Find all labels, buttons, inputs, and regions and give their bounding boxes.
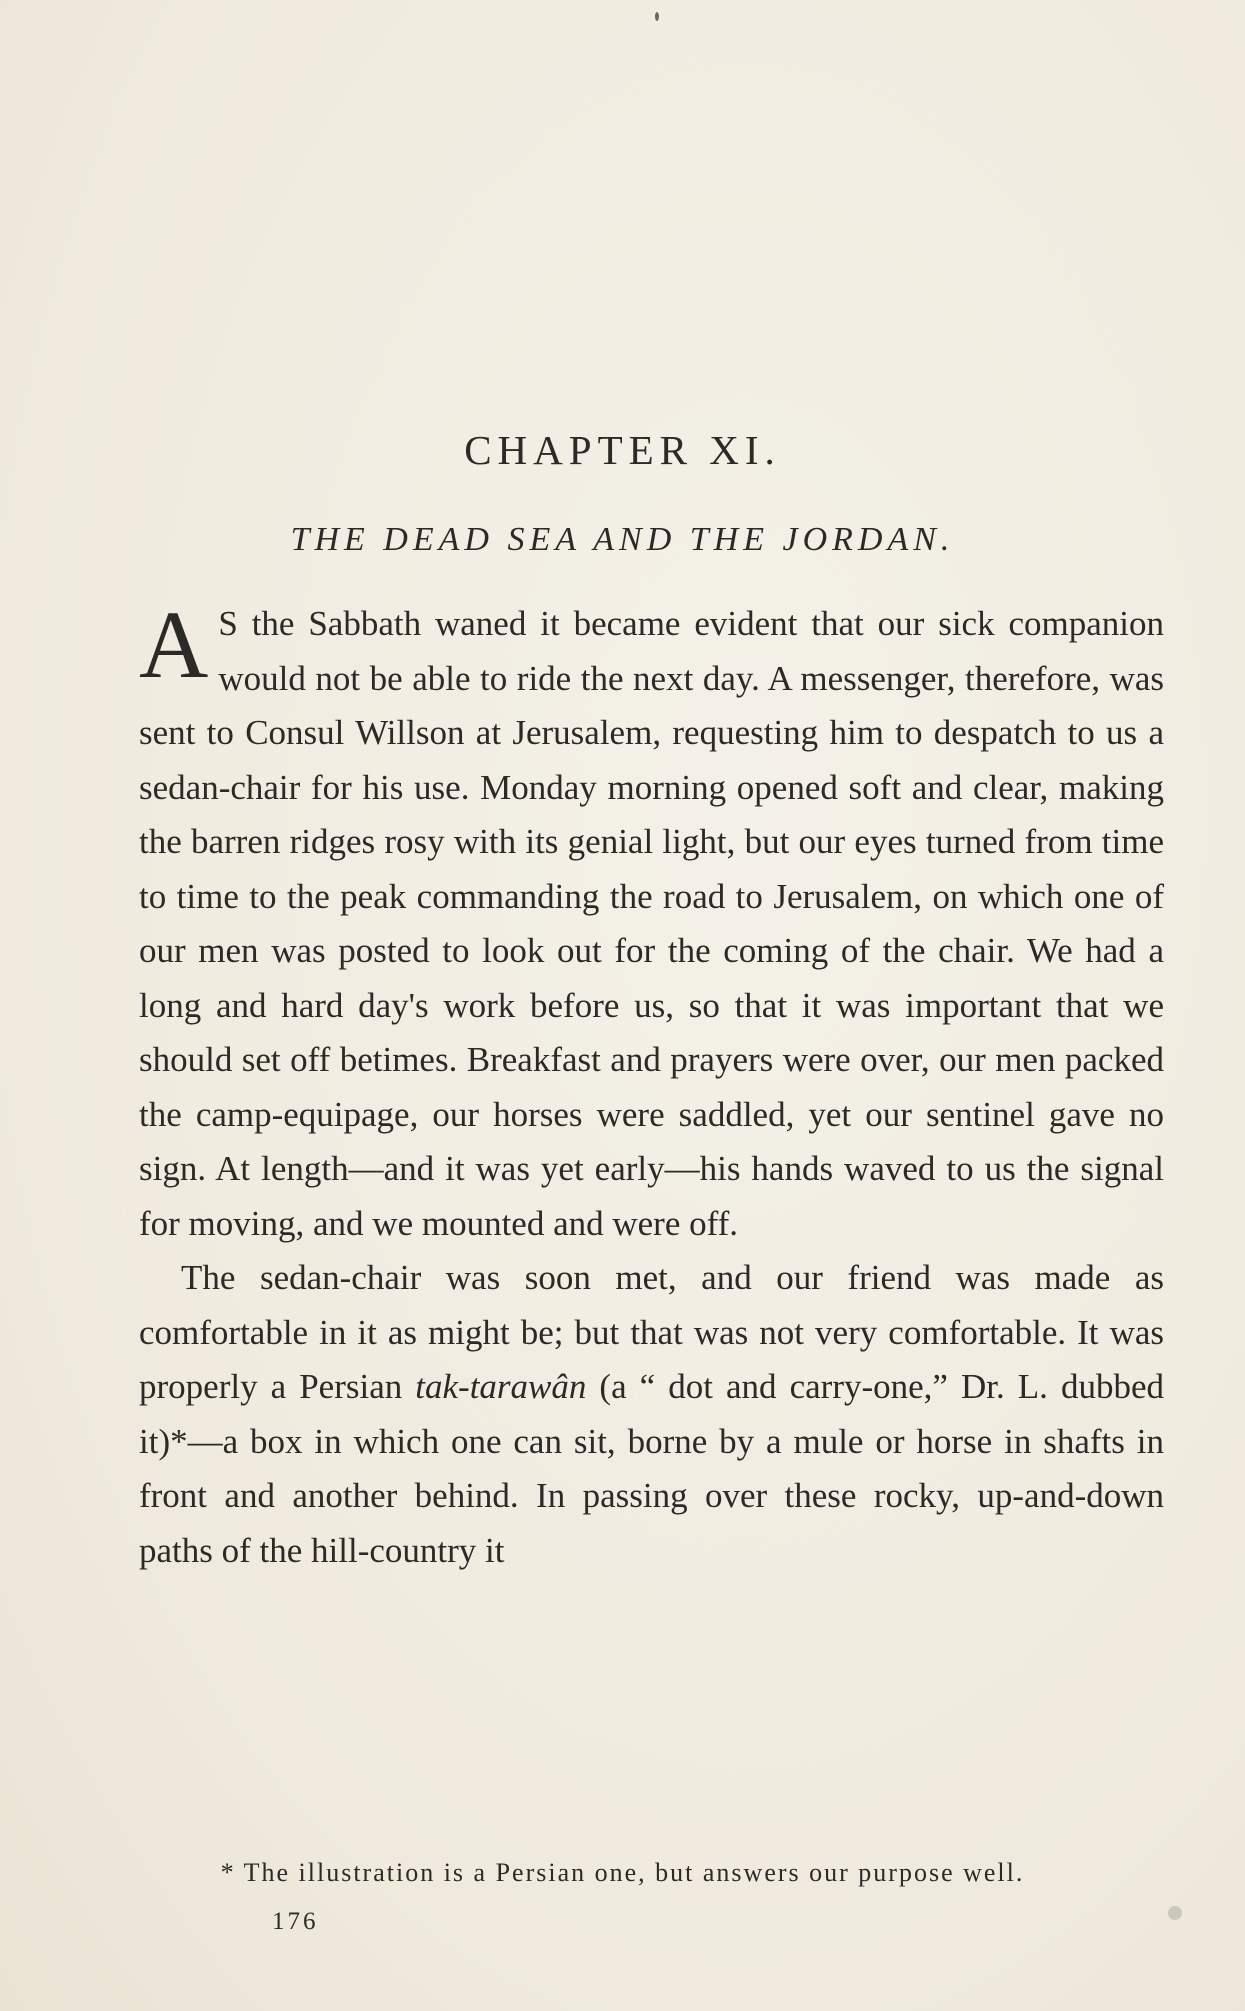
- body-text: [139, 591, 1164, 1578]
- paper-speck: [655, 12, 659, 21]
- paragraph-1-text: S the Sabbath waned it became evident that our sick companion would not be able to ride the next day. A messenger, therefore, was sent to Consul Willson at Jerusalem, requesting him to despatch to us a sedan-chair for his use. Monday morning opened soft and clear, making the barren ridges rosy with its genial light, but our eyes turned from time to time to the peak commanding the road to Jerusalem, on which one of our men was posted to look out for the coming of the chair. We had a long and hard day's work before us, so that it was important that we should set off betimes. Breakfast and prayers were over, our men packed the camp-equipage, our horses were saddled, yet our sentinel gave no sign. At length—and it was yet early—his hands waved to us the signal for moving, and we mounted and were off.: [139, 604, 1164, 1243]
- paragraph-1: [139, 591, 1164, 1251]
- chapter-title: CHAPTER XI.: [464, 427, 781, 473]
- paragraph-2-start: The sedan-chair was soon met, and our friend was made as comfortable in it as might be; but that was not very comfortable. It was properly a Persian: [139, 1258, 1164, 1406]
- paragraph-2-end: (a “ dot and carry-one,” Dr. L. dubbed it)*—a box in which one can sit, borne by a mule or horse in shafts in front and another behind. In passing over these rocky, up-and-down paths of the hill-country it: [139, 1367, 1164, 1570]
- drop-cap: A: [139, 591, 209, 698]
- paper-speck: [1168, 1906, 1182, 1920]
- chapter-subtitle: THE DEAD SEA AND THE JORDAN.: [290, 521, 955, 558]
- footnote: * The illustration is a Persian one, but answers our purpose well.: [220, 1858, 1025, 1887]
- paragraph-2: [139, 1251, 1164, 1578]
- paragraph-2-italic-term: tak-tarawân: [415, 1367, 587, 1406]
- bleed-through-text: [140, 90, 1170, 144]
- page-number: 176: [272, 1908, 319, 1935]
